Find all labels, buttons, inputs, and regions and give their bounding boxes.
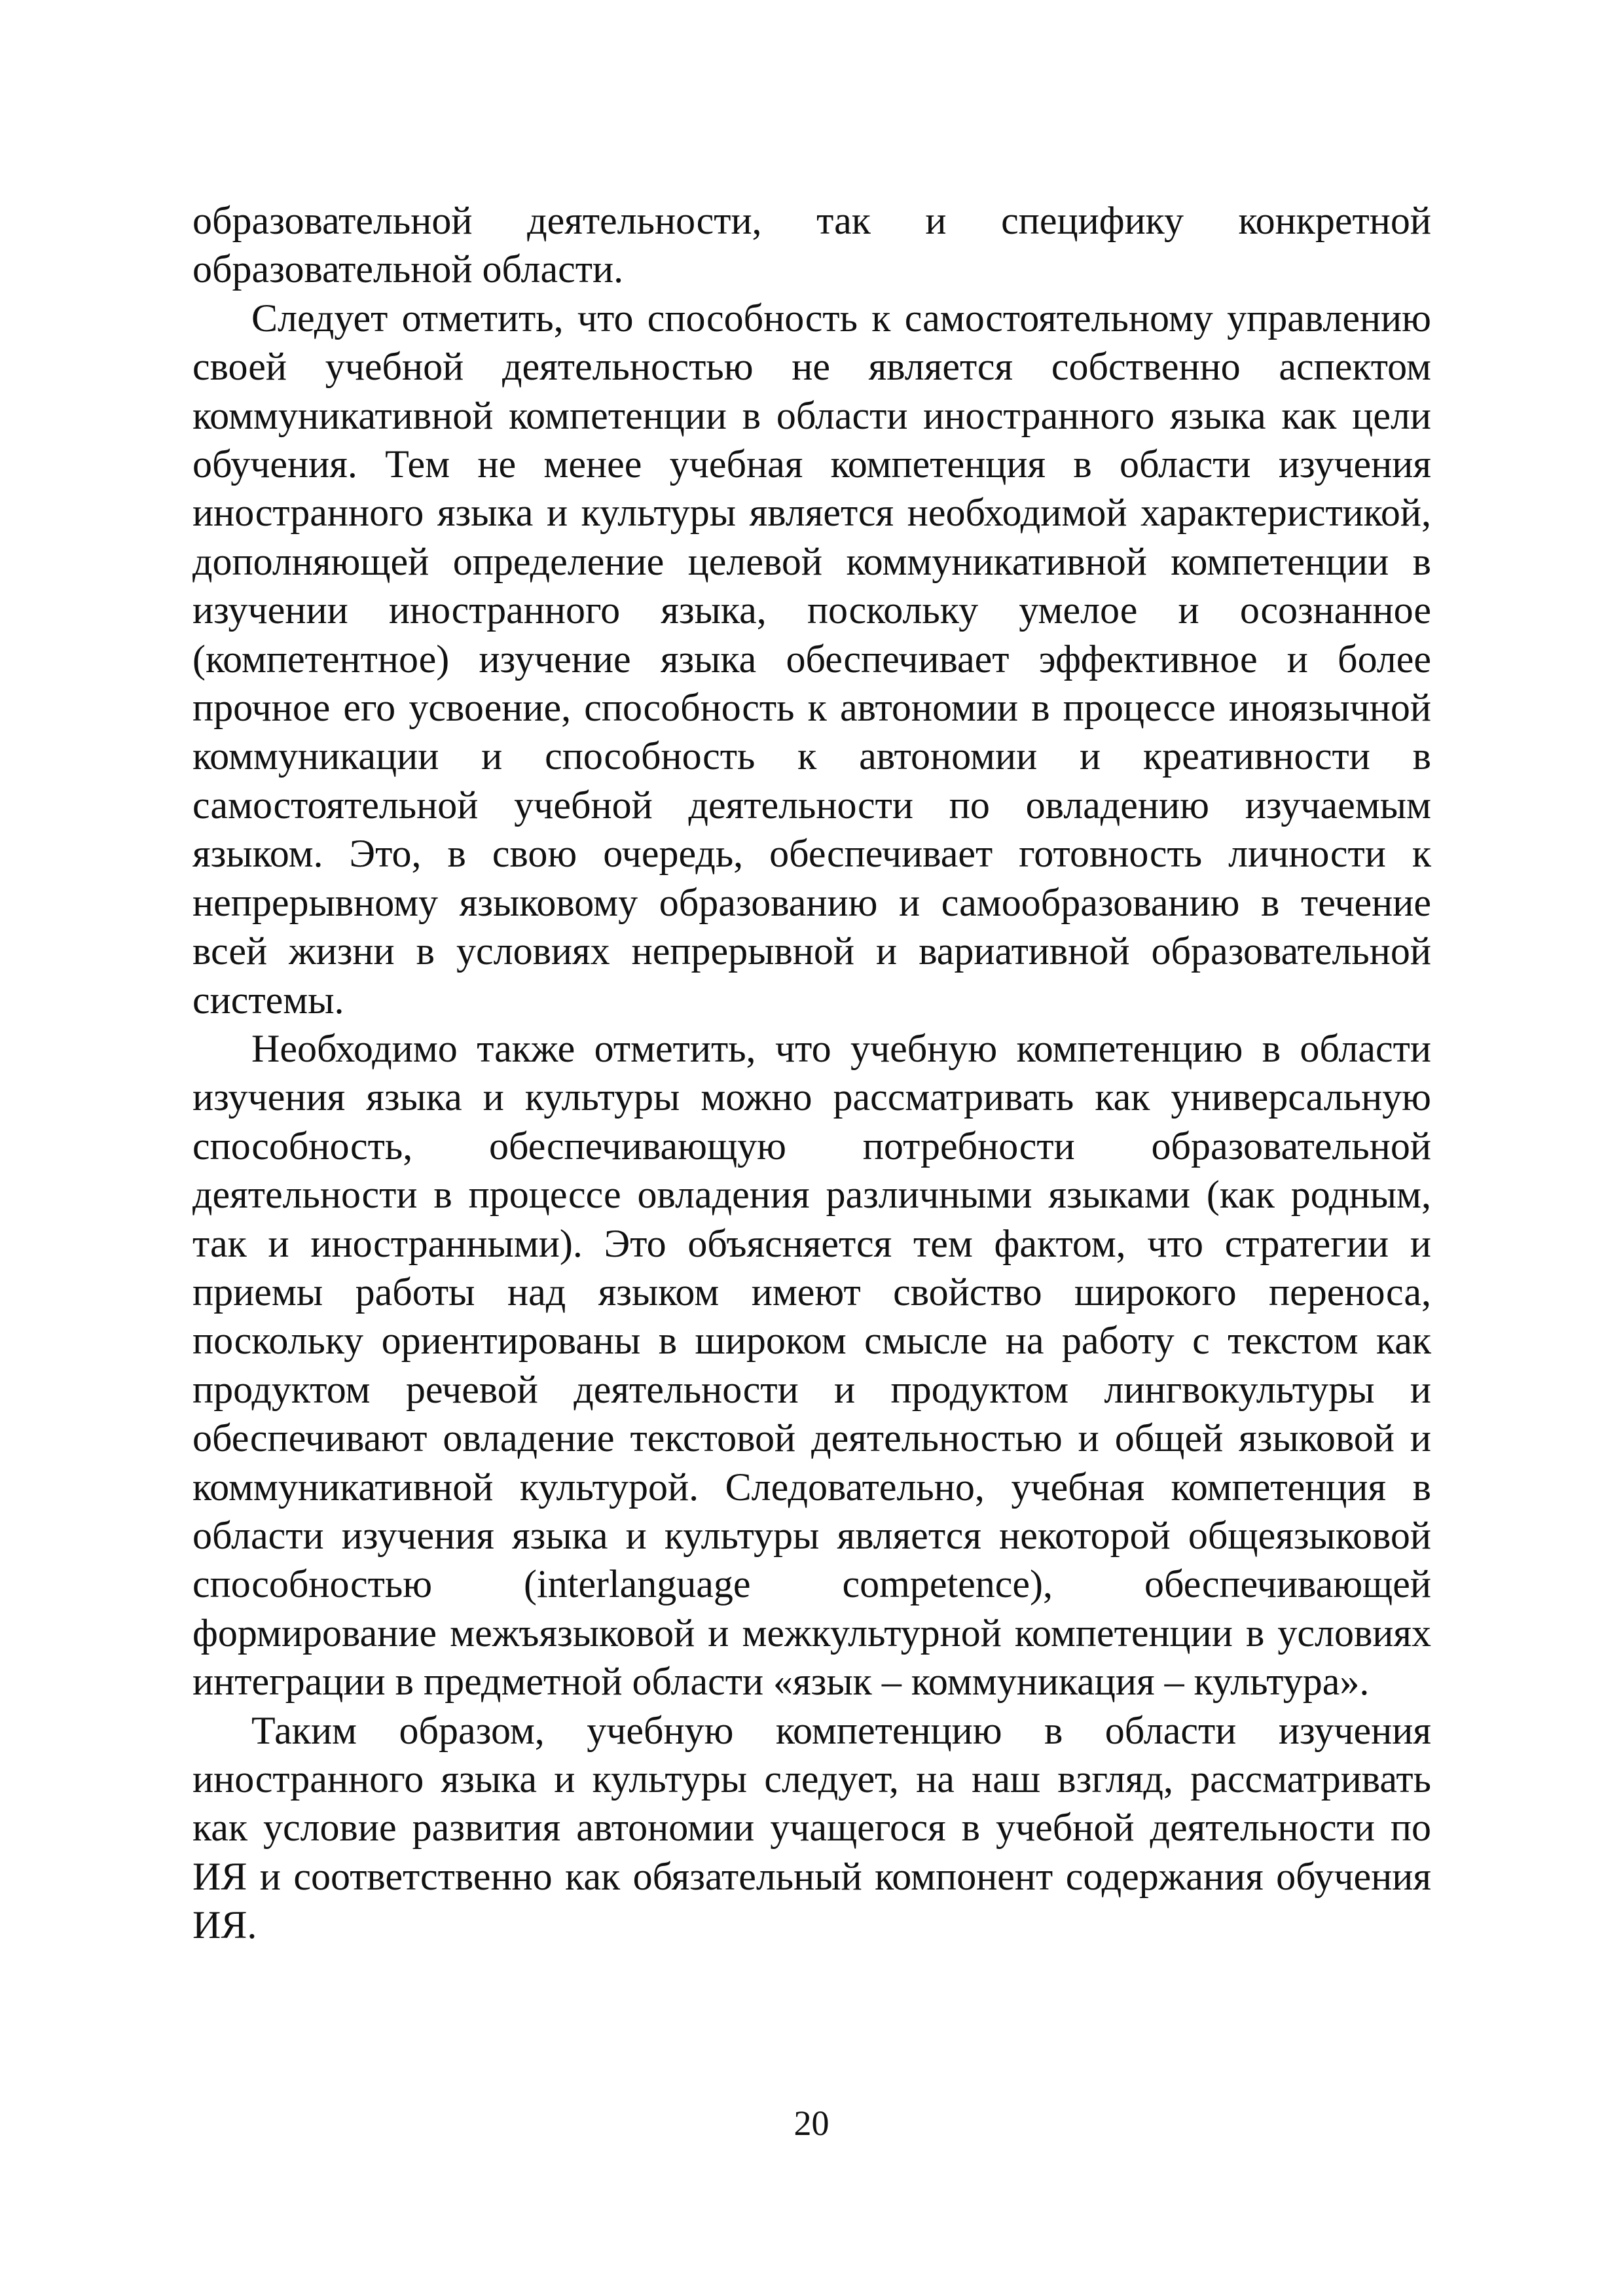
page-number: 20 [793,2104,830,2143]
paragraph-conclusion: Таким образом, учебную компетенцию в области изучения иностранного языка и культуры следует, на наш взгляд, рассматривать как условие развития автономии учащегося в учебной деятельности по ИЯ и соответственно как обязательный компонент содержания обучения ИЯ. [192,1708,1431,1947]
paragraph-continuation: образовательной деятельности, так и специфику конкретной образовательной области. [192,199,1431,291]
body-text [192,196,1431,1950]
paragraph-universal-competence: Необходимо также отметить, что учебную компетенцию в области изучения языка и культуры можно рассматривать как универсальную способность, обеспечивающую потребности образовательной деятельности в процессе овладения различными языками (как родным, так и иностранными). Это объясняется тем фактом, что стратегии и приемы работы над языком имеют свойство широкого переноса, поскольку ориентированы в широком смысле на работу с текстом как продуктом речевой деятельности и продуктом лингвокультуры и обеспечивают овладение текстовой деятельностью и общей языковой и коммуникативной культурой. Следовательно, учебная компетенция в области изучения языка и культуры является некоторой общеязыковой способностью (interlanguage competence), обеспечивающей формирование межъязыковой и межкультурной компетенции в условиях интеграции в предметной области «язык – коммуникация – культура». [192,1026,1431,1704]
paragraph-learning-autonomy: Следует отметить, что способность к самостоятельному управлению своей учебной деятельностью не является собственно аспектом коммуникативной компетенции в области иностранного языка как цели обучения. Тем не менее учебная компетенция в области изучения иностранного языка и культуры является необходимой характеристикой, дополняющей определение целевой коммуникативной компетенции в изучении иностранного языка, поскольку умелое и осознанное (компетентное) изучение языка обеспечивает эффективное и более прочное его усвоение, способность к автономии в процессе иноязычной коммуникации и способность к автономии и креативности в самостоятельной учебной деятельности по овладению изучаемым языком. Это, в свою очередь, обеспечивает готовность личности к непрерывному языковому образованию и самообразованию в течение всей жизни в условиях непрерывной и вариативной образовательной системы. [192,296,1431,1022]
